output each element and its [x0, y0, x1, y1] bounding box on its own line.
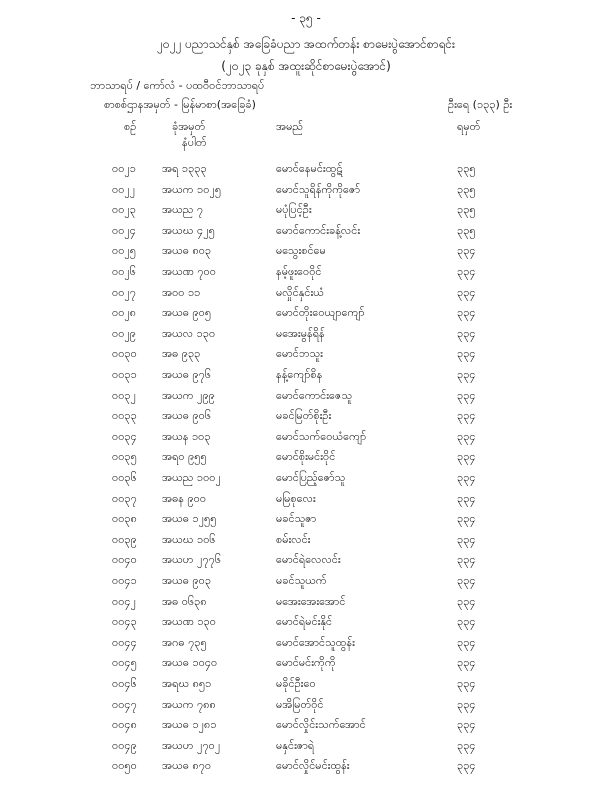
- candidate-name: မပုံပြင့်ဦး: [276, 203, 312, 217]
- candidate-name: မခိုင်ဦးဝေ: [276, 677, 316, 690]
- marks: ၃၃၄: [457, 759, 476, 773]
- row-number: ၀၀၂၁: [112, 162, 136, 175]
- roll-number: အယန ၁၀၃: [162, 429, 211, 443]
- marks: ၃၃၄: [457, 677, 476, 690]
- candidate-name: မအေးမွန်ရိန်: [276, 326, 325, 340]
- candidate-name: မောင်အောင်သူထွန်း: [276, 635, 355, 649]
- roll-number: အယဃ ၁၀၆: [162, 532, 216, 546]
- candidate-name: မခင်သူဇာ: [276, 512, 317, 526]
- marks: ၃၃၄: [457, 429, 476, 443]
- candidate-name: စမ်းလင်း: [276, 532, 311, 546]
- candidate-name: မောင်နေမင်းထွဋ်: [276, 162, 343, 175]
- row-number: ၀၀၂၂: [112, 182, 136, 196]
- table-row: [0, 368, 612, 390]
- table-row: [0, 347, 612, 369]
- table-row: [0, 718, 612, 740]
- row-number: ၀၀၄၆: [112, 677, 137, 690]
- table-row: [0, 698, 612, 720]
- table-row: [0, 286, 612, 308]
- table-row: [0, 244, 612, 266]
- table-row: [0, 389, 612, 411]
- roll-number: အယက ၂၉၉: [162, 388, 215, 402]
- row-number: ၀၀၄၂: [112, 594, 136, 608]
- marks: ၃၃၄: [457, 409, 476, 423]
- table-row: [0, 162, 612, 184]
- candidate-name: မအေးအေးအောင်: [276, 594, 346, 608]
- candidate-name: မောင်လှိုင်မင်းထွန်း: [276, 759, 350, 773]
- marks: ၃၃၅: [457, 223, 476, 237]
- roll-number: အဂဓ ၇၃၅: [162, 635, 207, 649]
- table-row: [0, 656, 612, 678]
- header-roll-sub: နံပါတ်: [182, 136, 207, 149]
- table-row: [0, 327, 612, 349]
- table-row: [0, 677, 612, 699]
- row-number: ၀၀၂၃: [112, 203, 136, 217]
- roll-number: အယဓ ၉၀၆: [162, 409, 212, 423]
- header-name: အမည်: [276, 120, 304, 133]
- roll-number: အယဃ ၄၂၅: [162, 223, 215, 237]
- row-number: ၀၀၃၁: [112, 368, 137, 381]
- marks: ၃၃၄: [457, 347, 476, 361]
- candidate-name: မမြစုလေး: [276, 491, 316, 505]
- candidate-name: မောင်သူရိန်ကိုကိုဇော်: [276, 182, 361, 196]
- row-number: ၀၀၃၄: [112, 429, 137, 443]
- candidate-name: မောင်တိုးဝေယျာကျော်: [276, 306, 365, 320]
- row-number: ၀၀၂၅: [112, 244, 136, 258]
- table-row: [0, 739, 612, 761]
- marks: ၃၃၄: [457, 532, 476, 546]
- marks: ၃၃၄: [457, 306, 476, 320]
- roll-number: အယဓ ၈၀၃: [162, 244, 212, 258]
- candidate-name: မောင်ဘသူး: [276, 347, 323, 361]
- marks: ၃၃၄: [457, 718, 476, 732]
- table-row: [0, 224, 612, 246]
- roll-number: အယဏ ၇၀၀: [162, 265, 216, 278]
- table-row: [0, 759, 612, 781]
- table-row: [0, 574, 612, 596]
- roll-number: အဓန ၉၀၀: [162, 491, 207, 505]
- total-count: ဦးရေ (၁၃၃) ဦး: [448, 98, 513, 111]
- marks: ၃၃၄: [457, 471, 476, 484]
- marks: ၃၃၄: [457, 738, 476, 752]
- roll-number: အယဓ ၉၀၅: [162, 306, 212, 320]
- marks: ၃၃၄: [457, 635, 476, 649]
- candidate-name: မခင်သူယက်: [276, 574, 327, 587]
- row-number: ၀၀၃၉: [112, 532, 137, 546]
- candidate-name: နန့်ကျော်စိန: [276, 368, 323, 381]
- row-number: ၀၀၄၅: [112, 656, 137, 670]
- roll-number: အယဓ ၉၀၃: [162, 574, 212, 587]
- header-roll: ခုံအမှတ်: [172, 120, 206, 133]
- roll-number: အရ ၁၃၃၃: [162, 162, 207, 175]
- table-row: [0, 183, 612, 205]
- candidate-name: မောင်သက်ဝေယံကျော်: [276, 429, 367, 443]
- row-number: ၀၀၃၂: [112, 388, 136, 402]
- roll-number: အယဟ ၂၇၇၆: [162, 553, 222, 567]
- marks: ၃၃၄: [457, 574, 476, 587]
- roll-number: အယက ၇၈၈: [162, 697, 216, 711]
- roll-number: အယလ ၁၃၀: [162, 326, 216, 340]
- table-row: [0, 265, 612, 287]
- roll-number: အယည ၁၀၀၂: [162, 471, 221, 484]
- marks: ၃၃၄: [457, 491, 476, 505]
- candidate-name: မောင်ကောင်းခန့်လင်း: [276, 223, 361, 237]
- roll-number: အယဓ ၁၂၅၅: [162, 512, 217, 526]
- marks: ၃၃၄: [457, 265, 476, 278]
- marks: ၃၃၄: [457, 388, 476, 402]
- row-number: ၀၀၂၈: [112, 306, 137, 320]
- table-row: [0, 595, 612, 617]
- row-number: ၀၀၄၉: [112, 738, 137, 752]
- row-number: ၀၀၃၇: [112, 491, 137, 505]
- row-number: ၀၀၃၈: [112, 512, 137, 526]
- school-line: စာစစ်ဌာနအမှတ် - မြန်မာစာ(အခြေခံ): [104, 98, 256, 111]
- table-row: [0, 450, 612, 472]
- header-marks: ရမှတ်: [457, 120, 481, 133]
- row-number: ၀၀၂၉: [112, 326, 136, 340]
- marks: ၃၃၄: [457, 553, 476, 567]
- row-number: ၀၀၃၆: [112, 471, 137, 484]
- candidate-name: မခင်မြတ်စိုးဦး: [276, 409, 332, 423]
- row-number: ၀၀၄၃: [112, 615, 137, 629]
- row-number: ၀၀၅၀: [112, 759, 137, 773]
- table-row: [0, 553, 612, 575]
- candidate-name: မအိမြတ်ဝိုင်: [276, 697, 324, 711]
- candidate-name: မောင်ပြည့်ဇော်သူ: [276, 471, 346, 484]
- document-subtitle: (၂၀၂၃ ခုနှစ် အထူးဆိုင်စာမေးပွဲအောင်): [221, 59, 391, 73]
- subject-line: ဘာသာရပ် / ကော်လံ - ပထဝီဝင်ဘာသာရပ်: [90, 79, 265, 92]
- candidate-name: မောင်စိုးမင်းဝိုင်: [276, 450, 336, 464]
- row-number: ၀၀၃၃: [112, 409, 137, 423]
- marks: ၃၃၅: [457, 182, 476, 196]
- row-number: ၀၀၃၀: [112, 347, 137, 361]
- roll-number: အယဟ ၂၇၀၂: [162, 738, 221, 752]
- marks: ၃၃၄: [457, 615, 476, 629]
- marks: ၃၃၄: [457, 512, 476, 526]
- roll-number: အရဃ ၈၅၁: [162, 677, 212, 690]
- roll-number: အယဓ ၁၂၈၁: [162, 718, 217, 732]
- roll-number: အယဓ ၈၇၀: [162, 759, 212, 773]
- table-row: [0, 306, 612, 328]
- page-number: - ၃၅ -: [291, 11, 321, 25]
- row-number: ၀၀၄၁: [112, 574, 137, 587]
- row-number: ၀၀၃၅: [112, 450, 137, 464]
- row-number: ၀၀၄၇: [112, 697, 137, 711]
- roll-number: အဓ ၉၃၃: [162, 347, 201, 361]
- candidate-name: မလှိုင်နှင်းယံ: [276, 285, 324, 299]
- marks: ၃၃၄: [457, 656, 476, 670]
- row-number: ၀၀၂၆: [112, 265, 136, 278]
- marks: ၃၃၄: [457, 697, 476, 711]
- marks: ၃၃၅: [457, 203, 476, 217]
- table-row: [0, 512, 612, 534]
- roll-number: အဓ ၀၆၃၈: [162, 594, 207, 608]
- table-row: [0, 533, 612, 555]
- roll-number: အယဏ ၁၃၀: [162, 615, 216, 629]
- candidate-name: မနှင်းဇာရဲ: [276, 738, 315, 752]
- table-row: [0, 203, 612, 225]
- candidate-name: မောင်ကောင်းဇေသူ: [276, 388, 353, 402]
- roll-number: အယဓ ၉၇၆: [162, 368, 212, 381]
- roll-number: အဝဝ ၁၁: [162, 285, 201, 299]
- table-row: [0, 615, 612, 637]
- candidate-name: မသွေးစင်မေ: [276, 244, 326, 258]
- roll-number: အယဓ ၁၀၄၀: [162, 656, 218, 670]
- candidate-name: မောင်ရဲလေလင်း: [276, 553, 341, 567]
- marks: ၃၃၄: [457, 368, 476, 381]
- candidate-name: မောင်လှိုင်းသက်အောင်: [276, 718, 366, 732]
- document-title: ၂၀၂၂ ပညာသင်နှစ် အခြေခံပညာ အထက်တန်း စာမေးပွဲအောင်စာရင်း: [156, 37, 456, 51]
- row-number: ၀၀၄၈: [112, 718, 137, 732]
- candidate-name: နမ့်ဖူးဝေဝိုင်: [276, 265, 322, 278]
- table-row: [0, 430, 612, 452]
- roll-number: အယက ၁၀၂၅: [162, 182, 222, 196]
- roll-number: အယည ၇: [162, 203, 204, 217]
- marks: ၃၃၄: [457, 285, 476, 299]
- marks: ၃၃၅: [457, 162, 476, 175]
- roll-number: အရဝ ၉၅၅: [162, 450, 207, 464]
- table-row: [0, 409, 612, 431]
- table-row: [0, 492, 612, 514]
- row-number: ၀၀၂၄: [112, 223, 136, 237]
- row-number: ၀၀၄၄: [112, 635, 137, 649]
- marks: ၃၃၄: [457, 244, 476, 258]
- marks: ၃၃၄: [457, 326, 476, 340]
- marks: ၃၃၄: [457, 450, 476, 464]
- row-number: ၀၀၂၇: [112, 285, 136, 299]
- table-row: [0, 471, 612, 493]
- header-no: စဉ်: [124, 120, 137, 133]
- candidate-name: မောင်ရဲမင်းနိုင်: [276, 615, 333, 629]
- table-row: [0, 636, 612, 658]
- candidate-name: မောင်မင်းကိုကို: [276, 656, 336, 670]
- marks: ၃၃၄: [457, 594, 476, 608]
- row-number: ၀၀၄၀: [112, 553, 137, 567]
